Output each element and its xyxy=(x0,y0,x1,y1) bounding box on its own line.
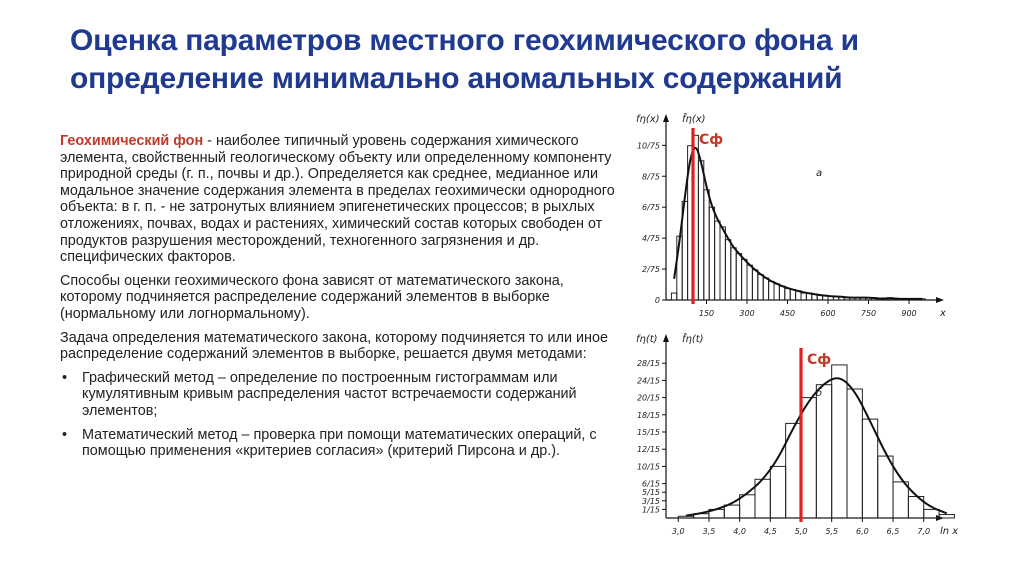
histogram-bar xyxy=(763,278,768,300)
histogram-bar xyxy=(715,221,720,300)
x-tick-label: 300 xyxy=(739,309,755,318)
histogram-bar xyxy=(736,254,741,300)
y-tick-label: 10/15 xyxy=(636,462,660,472)
title-line-2: определение минимально аномальных содержаний xyxy=(70,62,843,95)
histogram-bar xyxy=(671,293,676,300)
histogram-bar xyxy=(747,265,752,300)
y-axis-label: fη(x) xyxy=(636,114,660,125)
panel-label: а xyxy=(816,168,823,179)
body-text xyxy=(60,133,620,467)
histogram-bar xyxy=(725,240,730,300)
histogram-bar xyxy=(704,190,709,300)
histogram-bar xyxy=(758,274,763,300)
bullet-graphic-method xyxy=(60,370,620,420)
y-tick-label: 18/15 xyxy=(636,410,660,420)
y-tick-label: 8/75 xyxy=(642,172,660,182)
background-marker-label: Cф xyxy=(699,132,724,148)
x-tick-label: 7,0 xyxy=(917,527,931,536)
definition-text: - наиболее типичный уровень содержания химического элемента, свойственный геологическому объекту или определенному компоненту природной среды (г. п., почвы и др.). Определяется как среднее, медианное или модальное значение содержания элемента в пределах геохимически однородного объекта: в г. п. - не затронутых влиянием эпигенетических процессов; в рыхлых отложениях, почвах, водах и растениях, химический состав которых свободен от продуктов разрушения месторождений, техногенного загрязнения и др. специфических факторов. xyxy=(60,133,615,266)
x-tick-label: 5,0 xyxy=(794,527,808,536)
x-tick-label: 3,0 xyxy=(671,527,685,536)
histogram-bar xyxy=(678,516,693,518)
x-tick-label: 750 xyxy=(860,309,877,318)
x-tick-label: 150 xyxy=(698,309,715,318)
y-tick-label: 6/75 xyxy=(642,203,660,213)
histogram-bar xyxy=(698,161,703,300)
y-tick-label: 3/15 xyxy=(642,496,660,506)
histogram-bar xyxy=(790,290,795,300)
y-tick-label: 0 xyxy=(654,296,660,305)
histogram-bar xyxy=(720,227,725,300)
histogram-bar xyxy=(742,259,747,300)
y-tick-label: 28/15 xyxy=(636,359,660,369)
title-line-1: Оценка параметров местного геохимического фона и xyxy=(70,24,859,57)
x-tick-label: 4,0 xyxy=(733,527,747,536)
histogram-figure xyxy=(630,106,960,561)
histogram-bar xyxy=(740,495,755,518)
highlight-term: Геохимический фон xyxy=(60,133,204,149)
x-tick-label: 5,5 xyxy=(825,527,839,536)
y-tick-label: 2/75 xyxy=(642,265,660,275)
x-tick-label: 3,5 xyxy=(702,527,716,536)
bullet-text: Графический метод – определение по построенным гистограммам или кумулятивным кривым распределения частот встречаемости содержаний элементов; xyxy=(82,369,577,419)
background-marker-label: Cф xyxy=(807,352,832,368)
x-tick-label: 6,0 xyxy=(855,527,869,536)
y-tick-label: 20/15 xyxy=(636,393,660,403)
x-tick-label: 4,5 xyxy=(763,527,777,536)
histogram-bar xyxy=(779,286,784,300)
x-axis-arrow xyxy=(936,297,944,303)
y-tick-label: 24/15 xyxy=(636,376,660,386)
histograms-svg xyxy=(630,106,960,556)
histogram-bar xyxy=(847,389,862,518)
bullet-dot: • xyxy=(62,426,68,443)
histogram-bar xyxy=(770,466,785,518)
slide-title xyxy=(70,22,970,98)
paragraph-methods: Способы оценки геохимического фона зависят от математического закона, которому подчиняется распределение содержаний элементов в выборке (нормальному или логнормальному). xyxy=(60,272,564,322)
histogram-bar xyxy=(724,505,739,518)
histogram-bar xyxy=(816,385,831,518)
density-curve xyxy=(674,148,922,299)
x-axis-label: x xyxy=(940,308,946,319)
paragraph-task: Задача определения математического закона, которому подчиняется то или иное распределение содержаний элементов в выборке, решается двумя методами: xyxy=(60,329,609,363)
y-tick-label: 12/15 xyxy=(636,445,660,455)
histogram-bar xyxy=(801,398,816,518)
curve-label: f̂η(t) xyxy=(682,334,704,345)
y-axis-arrow xyxy=(663,334,669,342)
y-tick-label: 4/75 xyxy=(642,234,660,244)
curve-label: f̂η(x) xyxy=(682,114,706,125)
histogram-bar xyxy=(731,248,736,300)
x-tick-label: 450 xyxy=(779,309,796,318)
histogram-bar xyxy=(769,281,774,300)
x-tick-label: 6,5 xyxy=(886,527,900,536)
y-tick-label: 15/15 xyxy=(636,428,660,437)
x-tick-label: 900 xyxy=(901,309,917,318)
bullet-text: Математический метод – проверка при помощи математических операций, с помощью применения «критериев согласия» (критерий Пирсона и др.). xyxy=(82,426,597,460)
y-tick-label: 10/75 xyxy=(636,141,660,151)
histogram-bar xyxy=(785,288,790,300)
panel-label: б xyxy=(816,388,823,399)
histogram-bar xyxy=(752,270,757,300)
y-tick-label: 5/15 xyxy=(642,488,660,498)
y-axis-label: fη(t) xyxy=(636,334,658,345)
bullet-math-method xyxy=(60,427,620,460)
histogram-bar xyxy=(709,207,714,300)
histogram-bar xyxy=(893,482,908,518)
histogram-bar xyxy=(801,293,806,300)
histogram-bar xyxy=(832,365,847,518)
x-axis-label: ln x xyxy=(940,526,959,537)
x-tick-label: 600 xyxy=(820,309,836,318)
y-tick-label: 6/15 xyxy=(642,479,660,489)
y-axis-arrow xyxy=(663,114,669,122)
histogram-bar xyxy=(878,456,893,518)
histogram-bar xyxy=(774,284,779,300)
y-tick-label: 1/15 xyxy=(642,505,660,515)
paragraph-definition xyxy=(60,133,620,266)
bullet-dot: • xyxy=(62,369,68,386)
